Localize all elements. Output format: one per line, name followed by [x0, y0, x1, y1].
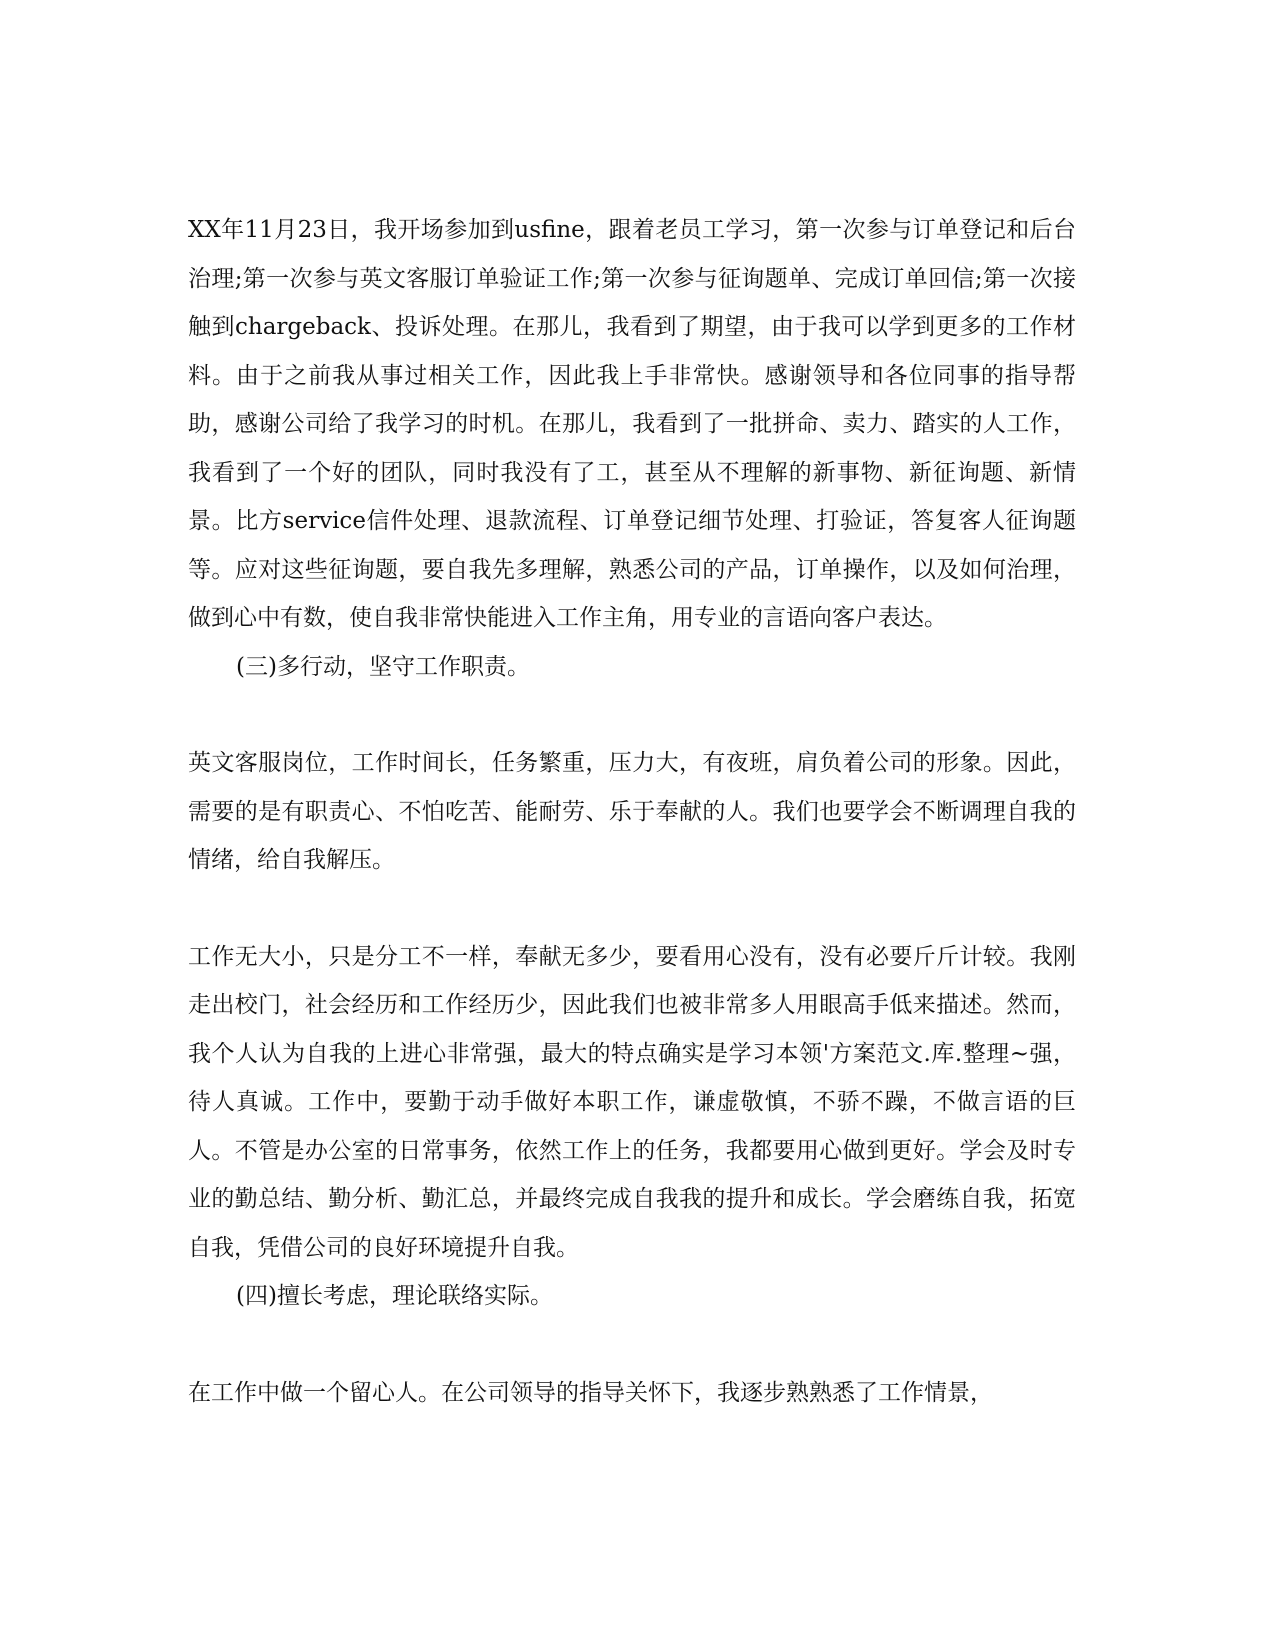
paragraph-2: 英文客服岗位，工作时间长，任务繁重，压力大，有夜班，肩负着公司的形象。因此，需要的是有职责心、不怕吃苦、能耐劳、乐于奉献的人。我们也要学会不断调理自我的情绪，给自我解压。 [188, 750, 1076, 873]
paragraph-spacer [188, 691, 1076, 739]
paragraph-3: 工作无大小，只是分工不一样，奉献无多少，要看用心没有，没有必要斤斤计较。我刚走出校门，社会经历和工作经历少，因此我们也被非常多人用眼高手低来描述。然而，我个人认为自我的上进心非常强，最大的特点确实是学习本领'方案范文.库.整理~强，待人真诚。工作中，要勤于动手做好本职工作，谦虚敬慎，不骄不躁，不做言语的巨人。不管是办公室的日常事务，依然工作上的任务，我都要用心做到更好。学会及时专业的勤总结、勤分析、勤汇总，并最终完成自我我的提升和成长。学会磨练自我，拓宽自我，凭借公司的良好环境提升自我。 [188, 943, 1076, 1261]
document-body [188, 206, 1076, 1417]
paragraph-spacer [188, 885, 1076, 933]
paragraph-spacer [188, 1321, 1076, 1369]
paragraph-1: XX年11月23日，我开场参加到usfine，跟着老员工学习，第一次参与订单登记和后台治理;第一次参与英文客服订单验证工作;第一次参与征询题单、完成订单回信;第一次接触到chargeback、投诉处理。在那儿，我看到了期望，由于我可以学到更多的工作材料。由于之前我从事过相关工作，因此我上手非常快。感谢领导和各位同事的指导帮助，感谢公司给了我学习的时机。在那儿，我看到了一批拼命、卖力、踏实的人工作，我看到了一个好的团队，同时我没有了工，甚至从不理解的新事物、新征询题、新情景。比方service信件处理、退款流程、订单登记细节处理、打验证，答复客人征询题等。应对这些征询题，要自我先多理解，熟悉公司的产品，订单操作，以及如何治理，做到心中有数，使自我非常快能进入工作主角，用专业的言语向客户表达。 [188, 217, 1076, 631]
section-heading-3: (三)多行动，坚守工作职责。 [236, 653, 530, 680]
section-heading-4: (四)擅长考虑，理论联络实际。 [236, 1283, 553, 1309]
paragraph-4: 在工作中做一个留心人。在公司领导的指导关怀下，我逐步熟熟悉了工作情景， [188, 1379, 993, 1406]
